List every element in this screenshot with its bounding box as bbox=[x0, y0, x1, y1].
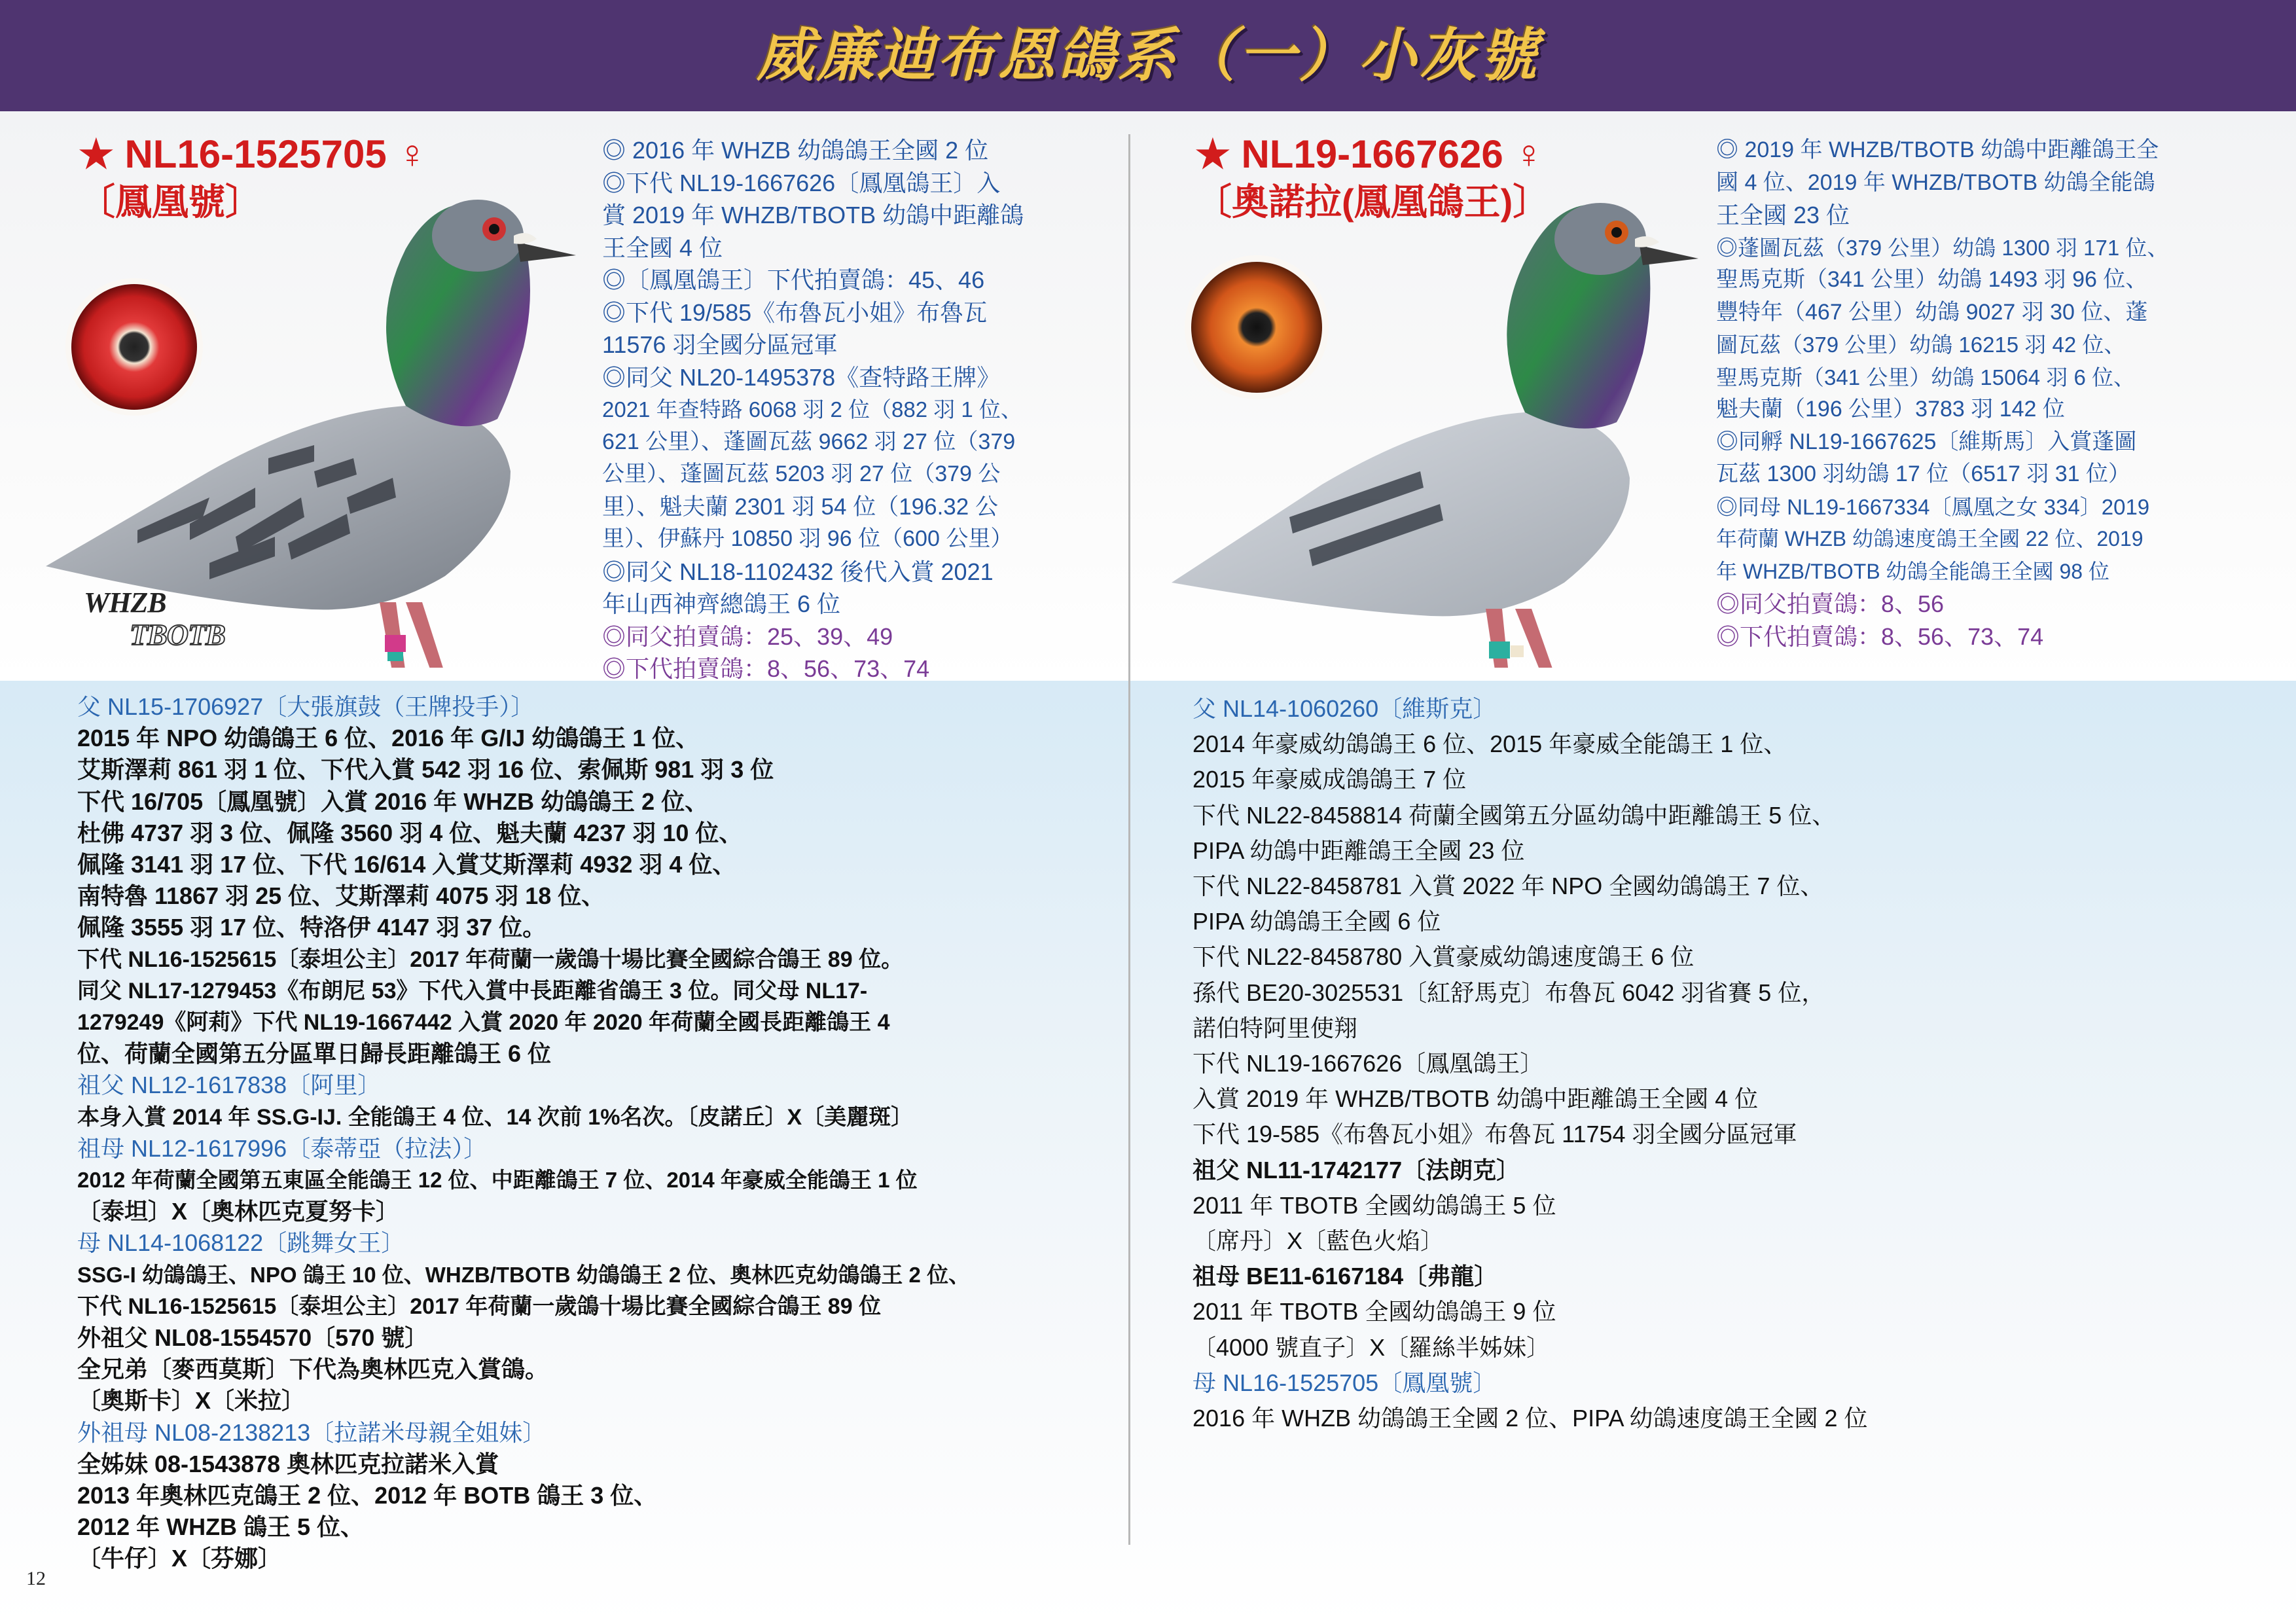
left-info-line: ◎同父 NL18-1102432 後代入賞 2021 bbox=[602, 558, 994, 585]
pedigree-line: PIPA 幼鴿鴿王全國 6 位 bbox=[1193, 908, 1441, 935]
left-info-line: 王全國 4 位 bbox=[602, 234, 723, 261]
left-info-line: ◎下代 19/585《布魯瓦小姐》布魯瓦 bbox=[602, 298, 988, 326]
pedigree-line: 入賞 2019 年 WHZB/TBOTB 幼鴿中距離鴿王全國 4 位 bbox=[1193, 1085, 1759, 1113]
page-title: 威廉迪布恩鴿系（一）小灰號 bbox=[756, 22, 1539, 89]
left-info-line: ◎〔鳳凰鴿王〕下代拍賣鴿：45、46 bbox=[602, 266, 985, 293]
column-divider bbox=[1128, 134, 1130, 1545]
pedigree-line: 下代 NL19-1667626〔鳳凰鴿王〕 bbox=[1193, 1050, 1544, 1077]
right-auction-line: ◎同父拍賣鴿：8、56 bbox=[1716, 590, 1945, 617]
logo-line-1: WHZB bbox=[84, 586, 166, 619]
pedigree-line: 2016 年 WHZB 幼鴿鴿王全國 2 位、PIPA 幼鴿速度鴿王全國 2 位 bbox=[1193, 1405, 1868, 1432]
pedigree-line: 祖母 BE11-6167184〔弗龍〕 bbox=[1193, 1263, 1498, 1290]
right-info-line: 瓦茲 1300 羽幼鴿 17 位（6517 羽 31 位） bbox=[1716, 461, 2131, 486]
left-auction-line: ◎同父拍賣鴿：25、39、49 bbox=[602, 623, 893, 650]
left-ring-number: ★ NL16-1525705 ♀ bbox=[79, 132, 427, 176]
left-info-line: ◎ 2016 年 WHZB 幼鴿鴿王全國 2 位 bbox=[602, 137, 989, 164]
right-pedigree bbox=[1193, 691, 2266, 1436]
right-info-line: 聖馬克斯（341 公里）幼鴿 15064 羽 6 位、 bbox=[1716, 365, 2136, 389]
pedigree-line: 全姊妹 08-1543878 奧林匹克拉諾米入賞 bbox=[77, 1450, 499, 1477]
left-info-line: 里）、伊蘇丹 10850 羽 96 位（600 公里） bbox=[602, 526, 1013, 551]
pedigree-heading: 父 NL14-1060260〔維斯克〕 bbox=[1193, 695, 1497, 722]
left-bird-name: 〔鳳凰號〕 bbox=[79, 181, 262, 223]
right-info-line: ◎同孵 NL19-1667625〔維斯馬〕入賞蓬圖 bbox=[1716, 429, 2137, 454]
pedigree-line: 佩隆 3555 羽 17 位、特洛伊 4147 羽 37 位。 bbox=[77, 914, 547, 941]
pedigree-line: 下代 NL16-1525615〔泰坦公主〕2017 年荷蘭一歲鴿十場比賽全國綜合鴿王 89 位 bbox=[77, 1293, 882, 1319]
right-info-line: 聖馬克斯（341 公里）幼鴿 1493 羽 96 位、 bbox=[1716, 267, 2148, 292]
pedigree-line: 全兄弟〔麥西莫斯〕下代為奧林匹克入賞鴿。 bbox=[77, 1356, 549, 1383]
left-pedigree bbox=[77, 691, 1118, 1575]
right-info-line: 魁夫蘭（196 公里）3783 羽 142 位 bbox=[1716, 397, 2065, 422]
pedigree-line: 2015 年豪威成鴿鴿王 7 位 bbox=[1193, 766, 1467, 793]
right-info-line: 王全國 23 位 bbox=[1716, 202, 1850, 228]
pedigree-line: 下代 NL22-8458781 入賞 2022 年 NPO 全國幼鴿鴿王 7 位、 bbox=[1193, 873, 1824, 900]
right-auction-line: ◎下代拍賣鴿：8、56、73、74 bbox=[1716, 623, 2044, 650]
header-bar bbox=[0, 0, 2296, 111]
pedigree-line: 2015 年 NPO 幼鴿鴿王 6 位、2016 年 G/IJ 幼鴿鴿王 1 位、 bbox=[77, 725, 700, 752]
left-info-line: 里）、魁夫蘭 2301 羽 54 位（196.32 公 bbox=[602, 494, 998, 520]
right-info-block bbox=[1716, 134, 2279, 653]
pedigree-line: 〔牛仔〕X〔芬娜〕 bbox=[77, 1545, 282, 1572]
pedigree-line: 2012 年 WHZB 鴿王 5 位、 bbox=[77, 1513, 365, 1541]
left-info-line: 2021 年查特路 6068 羽 2 位（882 羽 1 位、 bbox=[602, 397, 1022, 422]
pedigree-heading: 祖父 NL12-1617838〔阿里〕 bbox=[77, 1072, 382, 1099]
pedigree-line: 下代 NL16-1525615〔泰坦公主〕2017 年荷蘭一歲鴿十場比賽全國綜合鴿王 89 位。 bbox=[77, 947, 904, 972]
right-info-line: ◎ 2019 年 WHZB/TBOTB 幼鴿中距離鴿王全 bbox=[1716, 137, 2159, 162]
left-info-block bbox=[602, 134, 1106, 685]
pedigree-line: 2011 年 TBOTB 全國幼鴿鴿王 5 位 bbox=[1193, 1191, 1556, 1219]
right-info-line: ◎蓬圖瓦茲（379 公里）幼鴿 1300 羽 171 位、 bbox=[1716, 235, 2169, 260]
pedigree-line: 本身入賞 2014 年 SS.G-IJ. 全能鴿王 4 位、14 次前 1%名次。〔皮諾丘〕X〔美麗斑〕 bbox=[77, 1104, 914, 1130]
pedigree-line: 外祖父 NL08-1554570〔570 號〕 bbox=[77, 1324, 429, 1352]
right-info-line: 年荷蘭 WHZB 幼鴿速度鴿王全國 22 位、2019 bbox=[1716, 527, 2144, 550]
pedigree-line: 艾斯澤莉 861 羽 1 位、下代入賞 542 羽 16 位、索佩斯 981 羽 3 位 bbox=[77, 756, 774, 784]
pedigree-line: 下代 NL22-8458780 入賞豪威幼鴿速度鴿王 6 位 bbox=[1193, 943, 1695, 971]
right-pigeon-photo bbox=[1158, 131, 1721, 668]
pedigree-line: 〔奧斯卡〕X〔米拉〕 bbox=[77, 1387, 306, 1415]
whzb-tbotb-logo bbox=[84, 586, 228, 658]
right-info-line: 年 WHZB/TBOTB 幼鴿全能鴿王全國 98 位 bbox=[1716, 559, 2109, 583]
pedigree-line: 〔泰坦〕X〔奧林匹克夏努卡〕 bbox=[77, 1198, 400, 1225]
pedigree-line: 2013 年奧林匹克鴿王 2 位、2012 年 BOTB 鴿王 3 位、 bbox=[77, 1482, 658, 1509]
right-ring-number: ★ NL19-1667626 ♀ bbox=[1195, 132, 1544, 176]
pedigree-line: 祖父 NL11-1742177〔法朗克〕 bbox=[1193, 1156, 1520, 1183]
pedigree-line: 孫代 BE20-3025531〔紅舒馬克〕布魯瓦 6042 羽省賽 5 位， bbox=[1193, 979, 1825, 1006]
right-pigeon-image bbox=[1158, 131, 1721, 668]
pedigree-line: 杜佛 4737 羽 3 位、佩隆 3560 羽 4 位、魁夫蘭 4237 羽 10 位、 bbox=[77, 819, 743, 846]
pedigree-line: 2012 年荷蘭全國第五東區全能鴿王 12 位、中距離鴿王 7 位、2014 年豪威全能鴿王 1 位 bbox=[77, 1168, 918, 1193]
right-info-line: 豐特年（467 公里）幼鴿 9027 羽 30 位、蓬 bbox=[1716, 299, 2148, 325]
pedigree-line: 下代 16/705〔鳳凰號〕入賞 2016 年 WHZB 幼鴿鴿王 2 位、 bbox=[77, 787, 709, 815]
pedigree-line: SSG-I 幼鴿鴿王、NPO 鴿王 10 位、WHZB/TBOTB 幼鴿鴿王 2 位、奧林匹克幼鴿鴿王 2 位、 bbox=[77, 1262, 971, 1287]
left-info-line: ◎同父 NL20-1495378《查特路王牌》 bbox=[602, 363, 1001, 391]
pedigree-line: 2014 年豪威幼鴿鴿王 6 位、2015 年豪威全能鴿王 1 位、 bbox=[1193, 731, 1787, 758]
right-info-line: 圖瓦茲（379 公里）幼鴿 16215 羽 42 位、 bbox=[1716, 333, 2126, 357]
pedigree-line: PIPA 幼鴿中距離鴿王全國 23 位 bbox=[1193, 837, 1525, 864]
right-info-line: 國 4 位、2019 年 WHZB/TBOTB 幼鴿全能鴿 bbox=[1716, 170, 2155, 195]
pedigree-line: 〔席丹〕X〔藍色火焰〕 bbox=[1193, 1227, 1444, 1255]
pedigree-heading: 母 NL14-1068122〔跳舞女王〕 bbox=[77, 1229, 405, 1257]
pedigree-heading: 外祖母 NL08-2138213〔拉諾米母親全姐妹〕 bbox=[77, 1418, 547, 1446]
pedigree-line: 下代 NL22-8458814 荷蘭全國第五分區幼鴿中距離鴿王 5 位、 bbox=[1193, 801, 1836, 829]
left-info-line: 11576 羽全國分區冠軍 bbox=[602, 331, 838, 358]
logo-line-2: TBOTB bbox=[130, 618, 225, 651]
left-info-line: 年山西神齊總鴿王 6 位 bbox=[602, 590, 841, 617]
left-info-line: 公里）、蓬圖瓦茲 5203 羽 27 位（379 公 bbox=[602, 461, 1001, 486]
pedigree-line: 1279249《阿莉》下代 NL19-1667442 入賞 2020 年 2020 年荷蘭全國長距離鴿王 4 bbox=[77, 1010, 890, 1036]
pedigree-line: 下代 19-585《布魯瓦小姐》布魯瓦 11754 羽全國分區冠軍 bbox=[1193, 1121, 1797, 1148]
right-info-line: ◎同母 NL19-1667334〔鳳凰之女 334〕2019 bbox=[1716, 494, 2150, 519]
left-info-line: 賞 2019 年 WHZB/TBOTB 幼鴿中距離鴿 bbox=[602, 202, 1024, 228]
pedigree-heading: 母 NL16-1525705〔鳳凰號〕 bbox=[1193, 1369, 1497, 1396]
pedigree-line: 同父 NL17-1279453《布朗尼 53》下代入賞中長距離省鴿王 3 位。同父母 NL17- bbox=[77, 978, 868, 1003]
right-bird-name: 〔奧諾拉(鳳凰鴿王)〕 bbox=[1195, 181, 1550, 223]
pedigree-line: 位、荷蘭全國第五分區單日歸長距離鴿王 6 位 bbox=[77, 1040, 552, 1068]
pedigree-line: 諾伯特阿里使翔 bbox=[1193, 1014, 1358, 1041]
pedigree-line: 佩隆 3141 羽 17 位、下代 16/614 入賞艾斯澤莉 4932 羽 4 位、 bbox=[77, 851, 736, 878]
pedigree-heading: 父 NL15-1706927〔大張旗鼓（王牌投手）〕 bbox=[77, 693, 535, 720]
left-auction-line: ◎下代拍賣鴿：8、56、73、74 bbox=[602, 655, 930, 682]
pedigree-line: 南特魯 11867 羽 25 位、艾斯澤莉 4075 羽 18 位、 bbox=[77, 882, 605, 910]
pedigree-line: 2011 年 TBOTB 全國幼鴿鴿王 9 位 bbox=[1193, 1298, 1556, 1326]
left-info-line: 621 公里）、蓬圖瓦茲 9662 羽 27 位（379 bbox=[602, 429, 1016, 454]
pedigree-line: 〔4000 號直子〕X〔羅絲半姊妹〕 bbox=[1193, 1333, 1551, 1361]
page-number: 12 bbox=[26, 1568, 46, 1589]
pedigree-heading: 祖母 NL12-1617996〔泰蒂亞（拉法）〕 bbox=[77, 1134, 488, 1162]
left-info-line: ◎下代 NL19-1667626〔鳳凰鴿王〕入 bbox=[602, 169, 1001, 196]
